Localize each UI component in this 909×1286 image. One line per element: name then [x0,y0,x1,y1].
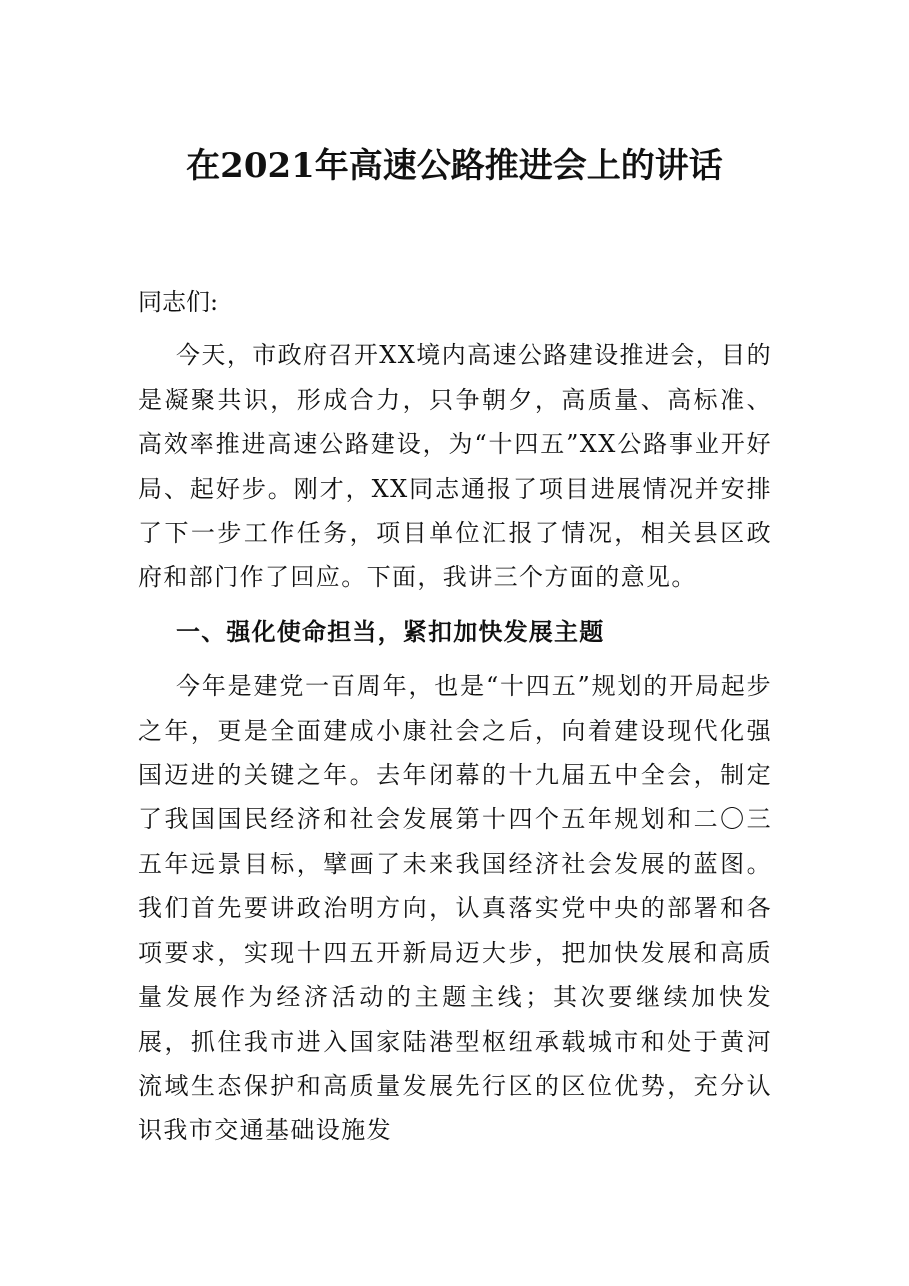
document-body [138,280,772,1153]
section-paragraph: 今年是建党一百周年，也是“十四五”规划的开局起步之年，更是全面建成小康社会之后，向着建设现代化强国迈进的关键之年。去年闭幕的十九届五中全会，制定了我国国民经济和社会发展第十四个五年规划和二〇三五年远景目标，擘画了未来我国经济社会发展的蓝图。我们首先要讲政治明方向，认真落实党中央的部署和各项要求，实现十四五开新局迈大步，把加快发展和高质量发展作为经济活动的主题主线；其次要继续加快发展，抓住我市进入国家陆港型枢纽承载城市和处于黄河流域生态保护和高质量发展先行区的区位优势，充分认识我市交通基础设施发 [138,672,772,1145]
document-title: 在2021年高速公路推进会上的讲话 [186,146,723,186]
section-heading: 一、强化使命担当，紧扣加快发展主题 [176,616,605,646]
salutation: 同志们: [138,288,219,316]
intro-paragraph: 今天，市政府召开XX境内高速公路建设推进会，目的是凝聚共识，形成合力，只争朝夕，高质量、高标准、高效率推进高速公路建设，为“十四五”XX公路事业开好局、起好步。刚才，XX同志通报了项目进展情况并安排了下一步工作任务，项目单位汇报了情况，相关县区政府和部门作了回应。下面，我讲三个方面的意见。 [138,341,772,592]
